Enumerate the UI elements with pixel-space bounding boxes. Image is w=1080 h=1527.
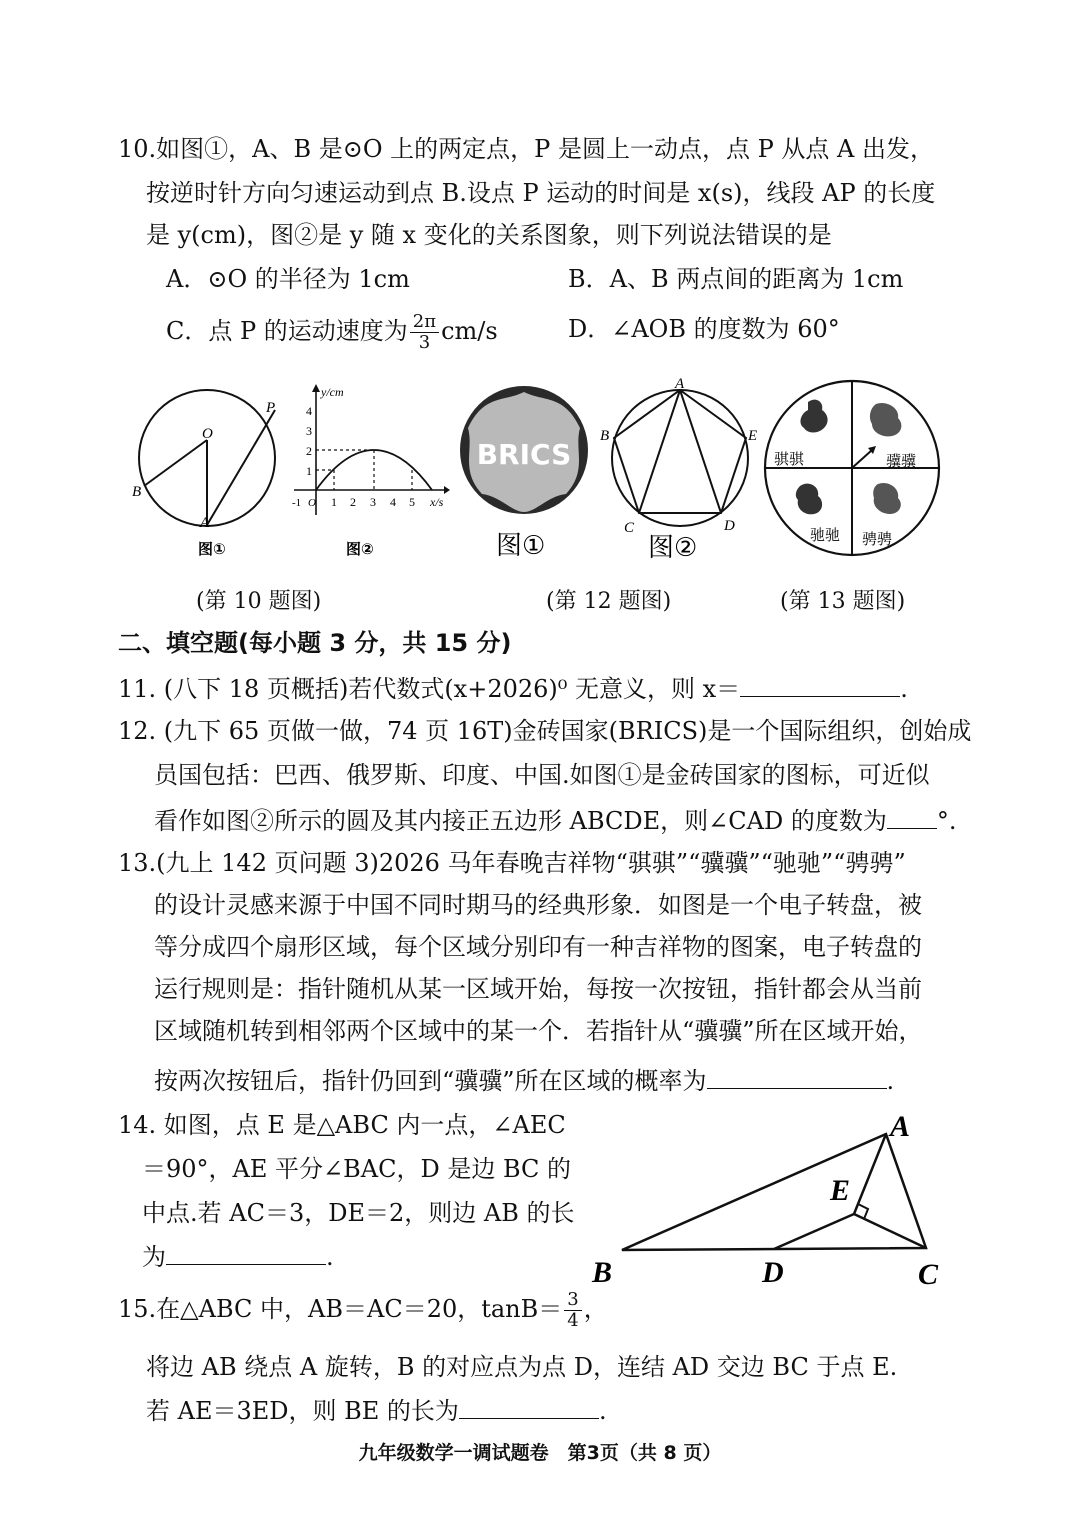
q14-end: . [326, 1243, 334, 1271]
page-footer: 九年级数学一调试题卷 第3页（共 8 页） [358, 1442, 722, 1464]
graph-xlabel: x/s [430, 495, 444, 509]
wheel-label-qiqi: 骐骐 [774, 450, 805, 468]
fig10-2-label: 图② [346, 540, 374, 558]
tri-label-d: D [762, 1256, 784, 1289]
fraction-denominator: 3 [418, 332, 431, 353]
q13-line3: 等分成四个扇形区域，每个区域分别印有一种吉祥物的图案，电子转盘的 [154, 933, 922, 961]
ytick-4: 4 [306, 404, 312, 418]
q10-line2: 按逆时针方向匀速运动到点 B.设点 P 运动的时间是 x(s)，线段 AP 的长度 [146, 179, 936, 207]
q10-option-c [166, 312, 498, 353]
q14-triangle-figure [586, 1106, 956, 1292]
xtick-4: 4 [390, 495, 396, 509]
q15-line3 [146, 1392, 607, 1428]
q15-line1 [118, 1290, 608, 1331]
speed-fraction [410, 312, 439, 353]
fig10-1-label: 图① [198, 540, 226, 558]
q10-option-a: A．⊙O 的半径为 1cm [166, 265, 410, 293]
pent-label-d: D [724, 518, 735, 534]
option-c-unit: cm/s [441, 317, 498, 345]
q15-end: . [598, 1397, 607, 1425]
tanb-fraction [564, 1290, 581, 1331]
ytick-3: 3 [306, 424, 312, 438]
pentagon-figure [596, 372, 766, 564]
horse-chichi-icon [796, 484, 822, 515]
q10-line3: 是 y(cm)，图②是 y 随 x 变化的关系图象，则下列说法错误的是 [146, 221, 832, 249]
horse-jiji-icon [870, 403, 901, 436]
horse-qiqi-icon [801, 400, 828, 433]
xtick-1: 1 [331, 495, 337, 509]
q11-text: 11. (八下 18 页概括)若代数式(x+2026)⁰ 无意义，则 x＝ [118, 675, 741, 703]
q15-line1-text: 15.在△ABC 中，AB＝AC＝20，tanB＝ [118, 1295, 563, 1323]
label-a: A [200, 515, 210, 531]
tanb-denominator: 4 [567, 1310, 579, 1331]
q11-end: . [900, 675, 908, 703]
q10-option-b: B．A、B 两点间的距离为 1cm [568, 265, 904, 293]
q12-answer-blank[interactable] [887, 802, 937, 829]
q14-line4-text: 为 [142, 1243, 166, 1271]
q11 [118, 670, 908, 706]
label-p: P [266, 400, 276, 416]
q14-line2: ＝90°，AE 平分∠BAC，D 是边 BC 的 [142, 1155, 572, 1183]
q12-line1: 12. (九下 65 页做一做，74 页 16T)金砖国家(BRICS)是一个国际组织，创始成 [118, 717, 972, 745]
q14-line3: 中点.若 AC＝3，DE＝2，则边 AB 的长 [142, 1199, 575, 1227]
spinner-wheel-figure [760, 376, 944, 560]
q12-end: °. [936, 807, 957, 835]
q10-circle-figure [128, 380, 288, 560]
tri-label-a: A [890, 1110, 911, 1143]
ytick-1: 1 [306, 464, 312, 478]
option-c-text: C．点 P 的运动速度为 [166, 317, 408, 345]
fig12-2-label: 图② [648, 533, 698, 563]
label-o: O [202, 426, 213, 442]
brics-logo-figure [456, 384, 596, 564]
q14-answer-blank[interactable] [166, 1238, 326, 1265]
caption-q12: (第 12 题图) [546, 589, 672, 614]
q13-line4: 运行规则是：指针随机从某一区域开始，每按一次按钮，指针都会从当前 [154, 975, 922, 1003]
q10-option-d: D．∠AOB 的度数为 60° [568, 315, 840, 343]
q13-end: . [886, 1067, 895, 1095]
q13-line1: 13.(九上 142 页问题 3)2026 马年春晚吉祥物“骐骐”“骥骥”“驰驰”“骋骋” [118, 849, 906, 877]
pent-label-c: C [624, 520, 635, 536]
pent-label-e: E [748, 428, 758, 444]
q12-line2: 员国包括：巴西、俄罗斯、印度、中国.如图①是金砖国家的图标，可近似 [154, 761, 930, 789]
section-title: 二、填空题(每小题 3 分，共 15 分) [118, 629, 512, 657]
q11-answer-blank[interactable] [740, 670, 900, 697]
q13-line2: 的设计灵感来源于中国不同时期马的经典形象．如图是一个电子转盘，被 [154, 891, 922, 919]
xtick-5: 5 [409, 495, 415, 509]
tri-label-b: B [592, 1256, 613, 1289]
wheel-label-chichi: 驰驰 [810, 526, 841, 544]
brics-text: BRICS [476, 438, 572, 471]
label-b: B [132, 484, 142, 500]
q14-line1: 14. 如图，点 E 是△ABC 内一点，∠AEC [118, 1111, 566, 1139]
wheel-label-chengcheng: 骋骋 [862, 530, 893, 548]
q15-answer-blank[interactable] [459, 1392, 599, 1419]
caption-q13: (第 13 题图) [780, 589, 906, 614]
wheel-label-jiji: 骥骥 [886, 452, 917, 470]
q12-line3-text: 看作如图②所示的圆及其内接正五边形 ABCDE，则∠CAD 的度数为 [154, 807, 887, 835]
xtick-2: 2 [350, 495, 356, 509]
q13-answer-blank[interactable] [707, 1062, 887, 1089]
ytick-2: 2 [306, 444, 312, 458]
xtick-3: 3 [370, 495, 376, 509]
graph-ylabel: y/cm [321, 385, 344, 399]
q10-line1: 10.如图①，A、B 是⊙O 上的两定点，P 是圆上一动点，点 P 从点 A 出发， [118, 135, 934, 163]
q12-line3 [154, 802, 956, 838]
q15-line1-end: ， [583, 1295, 608, 1323]
caption-q10: (第 10 题图) [196, 589, 322, 614]
q15-line2: 将边 AB 绕点 A 旋转，B 的对应点为点 D，连结 AD 交边 BC 于点 E. [146, 1353, 898, 1381]
tri-label-c: C [918, 1258, 939, 1291]
pent-label-a: A [675, 376, 685, 392]
q15-line3-text: 若 AE＝3ED，则 BE 的长为 [146, 1397, 459, 1425]
fig12-1-label: 图① [496, 531, 546, 561]
xtick-origin: O [308, 497, 316, 509]
horse-chengcheng-icon [873, 483, 901, 514]
fraction-numerator: 2π [410, 312, 439, 333]
tanb-numerator: 3 [564, 1290, 581, 1311]
q13-line6 [154, 1062, 894, 1098]
tri-label-e: E [830, 1174, 851, 1207]
q10-graph-figure [284, 380, 454, 560]
pent-label-b: B [600, 428, 610, 444]
xtick-neg1: -1 [292, 497, 302, 509]
q13-line6-text: 按两次按钮后，指针仍回到“骥骥”所在区域的概率为 [154, 1067, 707, 1095]
q13-line5: 区域随机转到相邻两个区域中的某一个．若指针从“骥骥”所在区域开始， [154, 1017, 923, 1045]
q14-line4 [142, 1238, 334, 1274]
